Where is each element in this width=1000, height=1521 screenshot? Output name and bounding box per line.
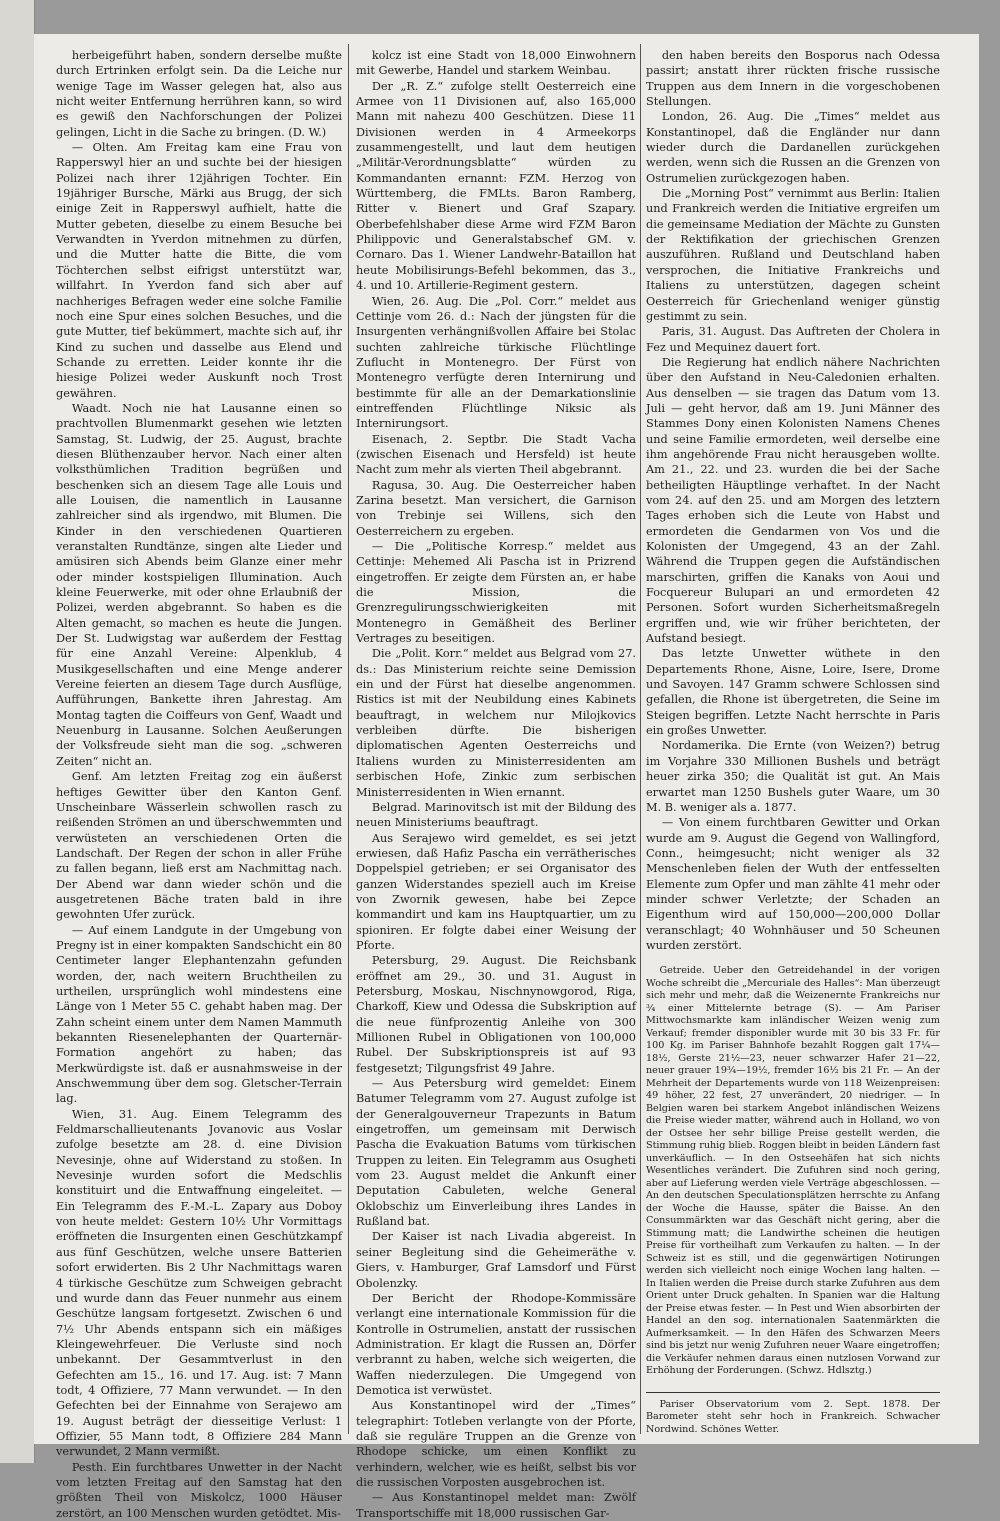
article-paragraph: Belgrad. Marinovitsch ist mit der Bildung des neuen Ministeriums beauftragt. bbox=[356, 800, 636, 830]
article-paragraph: kolcz ist eine Stadt von 18,000 Einwohnern mit Gewerbe, Handel und starkem Weinbau. bbox=[356, 49, 636, 78]
newspaper-page bbox=[34, 34, 979, 1520]
article-paragraph: — Auf einem Landgute in der Umgebung von Pregny ist in einer kompakten Sandschicht ein 80 Centimeter langer Elephantenzahn gefunden worden, der, nach weitern Bruchtheilen zu urtheilen, ursprünglich wohl mindestens eine Länge von 1 Meter 55 C. gehabt haben mag. Der Zahn scheint einem unter dem Namen Mammuth bekannten Riesenelephanten der Quarternär-Formation angehört zu haben; das Merkwürdigste ist. daß er ausnahmsweise in der Anschwemmung über dem sog. Gletscher-Terrain lag. bbox=[56, 923, 342, 1106]
article-paragraph: Paris, 31. August. Das Auftreten der Cholera in Fez und Mequinez dauert fort. bbox=[646, 325, 940, 354]
page-edge bbox=[0, 0, 35, 1463]
article-paragraph: — Aus Konstantinopel meldet man: Zwölf Transportschiffe mit 18,000 russischen Gar- bbox=[356, 1491, 636, 1520]
column-rule bbox=[348, 44, 349, 1434]
article-paragraph: Der Kaiser ist nach Livadia abgereist. In seiner Begleitung sind die Geheimeräthe v. Giers, v. Hamburger, Graf Lamsdorf und Fürst Obolenzky. bbox=[356, 1230, 636, 1290]
article-paragraph: herbeigeführt haben, sondern derselbe mußte durch Ertrinken erfolgt sein. Da die Leiche nur wenige Tage im Wasser gelegen hat, also aus nicht weiter Entfernung herrühren kann, so wird es gewiß den Nachforschungen der Polizei gelingen, Licht in die Sache zu bringen. (D. W.) bbox=[56, 49, 342, 139]
article-paragraph: Der „R. Z.“ zufolge stellt Oesterreich eine Armee von 11 Divisionen auf, also 165,000 Mann mit nahezu 400 Geschützen. Diese 11 Divisionen werden in 4 Armeekorps zusammengestellt, und laut dem heutigen „Militär-Verordnungsblatte“ würden zu Kommandanten ernannt: FZM. Herzog von Württemberg, die FMLts. Baron Ramberg, Ritter v. Bienert und Graf Szapary. Oberbefehlshaber diese Arme wird FZM Baron Philippovic und Generalstabschef GM. v. Cornaro. Das 1. Wiener Landwehr-Bataillon hat heute Mobilisirungs-Befehl bekommen, das 3., 4. und 10. Artillerie-Regiment gestern. bbox=[356, 79, 636, 293]
article-paragraph: Das letzte Unwetter wüthete in den Departements Rhone, Aisne, Loire, Isere, Drome und Savoyen. 147 Gramm schwere Schlossen sind gefallen, die Rhone ist übergetreten, die Seine im Steigen begriffen. Letzte Nacht herrschte in Paris ein großes Unwetter. bbox=[646, 647, 940, 738]
article-paragraph: Eisenach, 2. Septbr. Die Stadt Vacha (zwischen Eisenach und Hersfeld) ist heute Nacht zum mehr als vierten Theil abgebrannt. bbox=[356, 432, 636, 477]
article-paragraph: Der Bericht der Rhodope-Kommissäre verlangt eine internationale Kommission für die Kontrolle in Ostrumelien, anstatt der russischen Administration. Er klagt die Russen an, Dörfer verbrannt zu haben, welche sich weigerten, die Waffen niederzulegen. Die Umgegend von Demotica ist verwüstet. bbox=[356, 1291, 636, 1397]
article-paragraph: Die „Morning Post“ vernimmt aus Berlin: Italien und Frankreich werden die Initiative ergreifen um die gemeinsame Mediation der Mächte zu Gunsten der Rektifikation der griechischen Grenzen auszuführen. Rußland und Deutschland haben versprochen, die Initiative Frankreichs und Italiens zu unterstützen, dagegen scheint Oesterreich für Griechenland weniger günstig gestimmt zu sein. bbox=[646, 187, 940, 323]
column-3 bbox=[646, 48, 941, 1435]
article-paragraph: Ragusa, 30. Aug. Die Oesterreicher haben Zarina besetzt. Man versichert, die Garnison von Trebinje sei Willens, sich den Oesterreichern zu ergeben. bbox=[356, 478, 636, 538]
column-rule bbox=[640, 44, 641, 1434]
article-paragraph: Wien, 26. Aug. Die „Pol. Corr.“ meldet aus Cettinje vom 26. d.: Nach der jüngsten für die Insurgenten verhängnißvollen Affaire bei Stolac suchten zahlreiche türkische Flüchtlinge Zuflucht in Montenegro. Der Fürst von Montenegro verfügte deren Internirung und bestimmte für alle an der Demarkationslinie eintreffenden Flüchtlinge Niksic als Internirungsort. bbox=[356, 294, 636, 431]
article-paragraph: Aus Konstantinopel wird der „Times“ telegraphirt: Totleben verlangte von der Pforte, daß sie reguläre Truppen an die Grenze von Rhodope schicke, um einen Konflikt zu verhindern, welcher, wie es heißt, selbst bis vor die russischen Vorposten ausgebrochen ist. bbox=[356, 1399, 636, 1489]
article-paragraph: — Aus Petersburg wird gemeldet: Einem Batumer Telegramm vom 27. August zufolge ist der Generalgouverneur Trapezunts in Batum eingetroffen, um gemeinsam mit Derwisch Pascha die Evakuation Batums vom türkischen Truppen zu leiten. Ein Telegramm aus Osugheti vom 23. August meldet die Ankunft einer Deputation Cabuleten, welche General Oklobschiz um Einverleibung ihres Landes in Rußland bat. bbox=[356, 1077, 636, 1229]
observatory-report: Pariser Observatorium vom 2. Sept. 1878. Der Barometer steht sehr hoch in Frankreich. Schwacher Nordwind. Schönes Wetter. bbox=[646, 1392, 940, 1437]
article-paragraph: Die „Polit. Korr.“ meldet aus Belgrad vom 27. ds.: Das Ministerium reichte seine Demission ein und der Fürst hat dieselbe angenommen. Ristics ist mit der Neubildung eines Kabinets beauftragt, in welchem nur Milojkovics verbleiben dürfte. Die bisherigen diplomatischen Agenten Oesterreichs und Italiens wurden zu Ministerresidenten am serbischen Hofe, Zinkic zum serbischen Ministerresidenten in Wien ernannt. bbox=[356, 647, 636, 799]
article-paragraph: Waadt. Noch nie hat Lausanne einen so prachtvollen Blumenmarkt gesehen wie letzten Samstag, St. Ludwig, der 25. August, brachte diesen Blüthenzauber hervor. Nach einer alten volksthümlichen Tradition begrüßen und beschenken sich an diesem Tage alle Louis und alle Louisen, die namentlich in Lausanne zahlreicher sind als irgendwo, mit Blumen. Die Kinder in den verschiedenen Quartieren veranstalten Rundtänze, singen alte Lieder und amüsiren sich Abends beim Glanze einer mehr oder minder kostspieligen Illumination. Auch kleine Feuerwerke, mit oder ohne Erlaubniß der Polizei, werden abgebrannt. So haben es die Alten gemacht, so machen es heute die Jungen. Der St. Ludwigstag war außerdem der Festtag für eine Anzahl Vereine: Alpenklub, 4 Musikgesellschaften und eine Menge anderer Vereine feierten an diesem Tage durch Ausflüge, Aufführungen, Bankette ihren Jahrestag. Am Montag tagten die Coiffeurs von Genf, Waadt und Neuenburg in Lausanne. Solchen Aeußerungen der Volksfreude sieht man die sog. „schweren Zeiten“ nicht an. bbox=[56, 401, 342, 768]
article-paragraph: den haben bereits den Bosporus nach Odessa passirt; anstatt ihrer rückten frische russische Truppen aus dem Innern in die vorgeschobenen Stellungen. bbox=[646, 49, 940, 109]
article-paragraph: — Olten. Am Freitag kam eine Frau von Rapperswyl hier an und suchte bei der hiesigen Polizei nach ihrer 12jährigen Tochter. Ein 19jähriger Bursche, Märki aus Brugg, der sich einige Zeit in Rapperswyl aufhielt, hatte die Mutter gebeten, dieselbe zu einem Besuche bei Verwandten in Yverdon mitnehmen zu dürfen, und die Mutter hatte die Bitte, die vom Töchterchen selbst eifrigst unterstützt war, willfahrt. In Yverdon fand sich aber auf nachheriges Befragen weder eine solche Familie noch eine Spur eines solchen Besuches, und die gute Mutter, tief bekümmert, machte sich auf, ihr Kind zu suchen und dasselbe aus Elend und Schande zu erretten. Leider konnte ihr die hiesige Polizei weder Auskunft noch Trost gewähren. bbox=[56, 141, 342, 400]
article-paragraph: Wien, 31. Aug. Einem Telegramm des Feldmarschallieutenants Jovanovic aus Voslar zufolge besetzte am 28. d. eine Division Nevesinje, ohne auf Widerstand zu stoßen. In Nevesinje wurden sofort die Medschlis konstituirt und die Entwaffnung eingeleitet. — Ein Telegramm des F.-M.-L. Zapary aus Doboy von heute meldet: Gestern 10½ Uhr Vormittags eröffneten die Insurgenten einen Geschützkampf aus fünf Geschützen, welche unsere Batterien sofort erwiderten. Bis 2 Uhr Nachmittags waren 4 türkische Geschütze zum Schweigen gebracht und wurde dann das Feuer nunmehr aus einem Geschütze langsam fortgesetzt. Zwischen 6 und 7½ Uhr Abends entspann sich ein mäßiges Kleingewehrfeuer. Die Verluste sind noch unbekannt. Der Gesammtverlust in den Gefechten am 15., 16. und 17. Aug. ist: 7 Mann todt, 4 Offiziere, 77 Mann verwundet. — In den Gefechten bei der Einnahme von Serajewo am 19. August beträgt der diesseitige Verlust: 1 Offizier, 55 Mann todt, 8 Offiziere 284 Mann verwundet, 2 Mann vermißt. bbox=[56, 1107, 342, 1459]
article-paragraph: London, 26. Aug. Die „Times“ meldet aus Konstantinopel, daß die Engländer nur dann wieder durch die Dardanellen zurückgehen werden, wenn sich die Russen an die Grenzen von Ostrumelien zurückgezogen haben. bbox=[646, 110, 940, 185]
article-paragraph: Aus Serajewo wird gemeldet, es sei jetzt erwiesen, daß Hafiz Pascha ein verrätherisches Doppelspiel getrieben; er sei Organisator des ganzen Widerstandes speziell auch im Kreise von Zwornik gewesen, habe bei Zepce kommandirt und kam ins Hauptquartier, um zu spioniren. Er folgte dabei einer Weisung der Pforte. bbox=[356, 831, 636, 952]
article-paragraph: — Von einem furchtbaren Gewitter und Orkan wurde am 9. August die Gegend von Wallingford, Conn., heimgesucht; nicht weniger als 32 Menschenleben fielen der Wuth der entfesselten Elemente zum Opfer und man zählte 41 mehr oder minder schwer Verletzte; der Schaden an Eigenthum wird auf 150,000—200,000 Dollar veranschlagt; 40 Wohnhäuser und 50 Scheunen wurden zerstört. bbox=[646, 816, 940, 952]
article-paragraph: — Die „Politische Korresp.“ meldet aus Cettinje: Mehemed Ali Pascha ist in Prizrend eingetroffen. Er zeigte dem Fürsten an, er habe die Mission, die Grenzregulirungsschwierigkeiten mit Montenegro in Gemäßheit des Berliner Vertrages zu beseitigen. bbox=[356, 540, 636, 646]
article-paragraph: Genf. Am letzten Freitag zog ein äußerst heftiges Gewitter über den Kanton Genf. Unscheinbare Wässerlein schwollen rasch zu reißenden Strömen an und überschwemmten und verwüsteten an verschiedenen Orten die Landschaft. Der Regen der schon in aller Frühe zu fallen begann, ließ erst am Nachmittag nach. Der Abend war dann wieder schön und die ausgetretenen Bäche traten bald in ihre gewohnten Ufer zurück. bbox=[56, 770, 342, 922]
article-paragraph: Pesth. Ein furchtbares Unwetter in der Nacht vom letzten Freitag auf den Samstag hat den größten Theil von Miskolcz, 1000 Häuser zerstört, an 100 Menschen wurden getödtet. Mis- bbox=[56, 1460, 342, 1520]
column-1 bbox=[56, 48, 342, 1520]
article-paragraph: Nordamerika. Die Ernte (von Weizen?) betrug im Vorjahre 330 Millionen Bushels und beträgt heuer zirka 350; die Qualität ist gut. An Mais erwartet man 1250 Bushels guter Waare, um 30 M. B. weniger als a. 1877. bbox=[646, 739, 940, 814]
grain-market-report: Getreide. Ueber den Getreidehandel in der vorigen Woche schreibt die „Mercuriale des Halles“: Man überzeugt sich mehr und mehr, daß die Weizenernte Frankreichs nur ¾ einer Mittelernte betrage (S). — Am Pariser Mittwochsmarkte kam inländischer Weizen wenig zum Verkauf; fremder disponibler wurde mit 30 bis 33 Fr. für 100 Kg. im Pariser Bahnhofe bezahlt Roggen galt 17¼—18½, Gerste 21½—23, neuer schwarzer Hafer 21—22, neuer grauer 19¾—19½, fremder 16½ bis 21 Fr. — An der Mehrheit der Departements wurde von 118 Weizenpreisen: 49 höher, 22 fest, 27 unverändert, 20 niedriger. — In Belgien waren bei starkem Angebot inländischen Weizens die Preise wieder matter, während auch in Holland, wo von der Ostsee her sehr billige Preise gestellt werden, die Stimmung ruhig blieb. Roggen bleibt in beiden Ländern fast unverkäuflich. — In den Ostseehäfen hat sich nichts Wesentliches verändert. Die Zufuhren sind noch gering, aber auf Lieferung werden viele Verträge abgeschlossen. — An den deutschen Speculationsplätzen herrschte zu Anfang der Woche die Hausse, später die Baisse. An den Consummärkten war das Geschäft nicht gering, aber die Stimmung matt; die Landwirthe scheinen die heutigen Preise für vortheilhaft zum Verkaufen zu halten. — In der Schweiz ist es still, und die gegenwärtigen Notirungen werden sich vielleicht noch einige Wochen lang halten. — In Italien werden die Preise durch starke Zufuhren aus dem Orient unter Druck gehalten. In Spanien war die Haltung der Preise etwas fester. — In Pest und Wien absorbirten der Handel an den sog. internationalen Saatenmärkten die Aufmerksamkeit. — In den Häfen des Schwarzen Meers sind bis jetzt nur wenig Zufuhren neuer Waare eingetroffen; die Verkäufer nehmen daraus einen nutzlosen Vorwand zur Erhöhung der Forderungen. (Schwz. Hdlsztg.) bbox=[646, 965, 941, 1377]
column-2 bbox=[356, 48, 636, 1520]
article-paragraph: Die Regierung hat endlich nähere Nachrichten über den Aufstand in Neu-Caledonien erhalten. Aus denselben — sie tragen das Datum vom 13. Juli — geht hervor, daß am 19. Juni Männer des Stammes Dony einen Kolonisten Namens Chenes und seine Familie ermordeten, weil derselbe eine ihm angehörende Frau nicht herausgeben wollte. Am 21., 22. und 23. wurden die bei der Sache betheiligten Häuptlinge verhaftet. In der Nacht vom 24. auf den 25. und am Morgen des letztern Tages erhoben sich die Leute von Habst und ermordeten die Gendarmen von Vos und die Kolonisten der Umgegend, 43 an der Zahl. Während die Truppen gegen die Aufständischen marschirten, griffen die Kanaks von Aoui und Focquereur Bulupari an und ermordeten 42 Personen. Sofort wurden Sicherheitsmaßregeln ergriffen und, wie wir früher berichteten, der Aufstand besiegt. bbox=[646, 355, 940, 646]
article-paragraph: Petersburg, 29. August. Die Reichsbank eröffnet am 29., 30. und 31. August in Petersburg, Moskau, Nischnynowgorod, Riga, Charkoff, Kiew und Odessa die Subskription auf die neue fünfprozentig Anleihe von 300 Millionen Rubel in Obligationen von 100,000 Rubel. Der Subskriptionspreis ist auf 93 festgesetzt; Tilgungsfrist 49 Jahre. bbox=[356, 954, 636, 1075]
